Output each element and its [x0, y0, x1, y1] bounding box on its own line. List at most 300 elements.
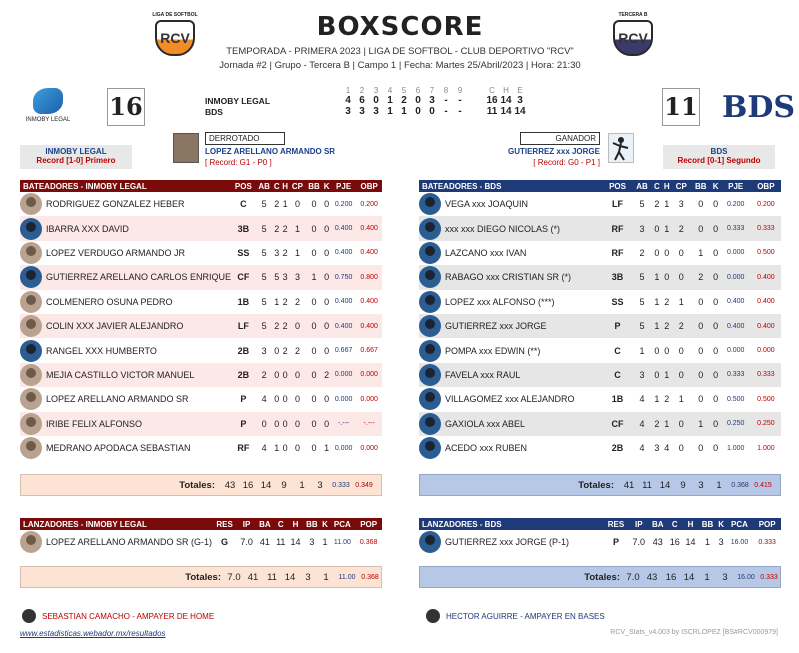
hits-header: H: [503, 86, 509, 95]
inning-runs: -: [458, 106, 462, 117]
player-cp: 3: [678, 199, 684, 210]
player-ab: 0: [256, 412, 273, 436]
player-pje: 0.000: [331, 363, 357, 387]
player-cp: 2: [672, 314, 691, 338]
col-cp: CP: [672, 180, 691, 192]
player-pos: 3B: [603, 265, 632, 289]
player-ab: 3: [261, 345, 267, 356]
pitcher-ba: 41: [259, 537, 270, 548]
player-pos: RF: [603, 216, 632, 240]
home-pitching-title: LANZADORES - INMOBY LEGAL: [20, 518, 212, 530]
home-team-logo: [22, 88, 74, 123]
col-h: H: [288, 518, 303, 530]
player-obp: 0.000: [360, 444, 378, 452]
col-res: RES: [603, 518, 629, 530]
player-obp: 0.400: [751, 265, 781, 289]
player-cp: 0: [289, 314, 305, 338]
umpire-icon: [22, 609, 36, 623]
player-h: 2: [282, 247, 288, 258]
player-photo: [20, 291, 42, 313]
player-name: ACEDO xxx RUBEN: [445, 443, 528, 454]
player-pos: RF: [611, 247, 624, 258]
pitcher-silhouette-icon: [609, 134, 633, 162]
player-bb: 0: [311, 345, 317, 356]
player-obp: 0.400: [356, 216, 382, 240]
player-c: 1: [652, 314, 662, 338]
total-h: 14: [284, 571, 296, 583]
player-c: 5: [273, 265, 281, 289]
player-bb: 0: [306, 363, 323, 387]
total-errors: 3: [517, 95, 523, 106]
inning-header: 9: [457, 86, 463, 95]
player-k: 0: [713, 247, 719, 258]
player-bb: 0: [306, 412, 323, 436]
col-k: K: [718, 519, 725, 529]
player-h: 3: [281, 265, 289, 289]
player-c: 2: [273, 216, 281, 240]
player-ab: 5: [261, 199, 267, 210]
home-score: 16: [107, 88, 145, 126]
player-h: 1: [662, 412, 672, 436]
player-c: 0: [273, 363, 281, 387]
pitcher-k: 3: [718, 537, 724, 548]
inning-header: 6: [415, 86, 421, 95]
player-pje: -.---: [331, 412, 357, 436]
col-k: K: [322, 519, 328, 529]
player-bb: 0: [698, 345, 704, 356]
total-pje: 0.333: [332, 481, 350, 489]
col-bb: BB: [698, 518, 716, 530]
winner-photo: [608, 133, 634, 163]
total-pca: 11.00: [338, 573, 356, 581]
player-bb: 0: [691, 216, 711, 240]
player-pje: 0.400: [331, 314, 357, 338]
player-name: POMPA xxx EDWIN (**): [445, 345, 541, 356]
player-name: MEDRANO APODACA SEBASTIAN: [46, 443, 191, 454]
table-row: [419, 338, 781, 362]
table-row: [20, 363, 382, 387]
player-name: RABAGO xxx CRISTIAN SR (*): [445, 272, 572, 283]
player-photo: [20, 218, 42, 240]
away-team-logo: BDS: [722, 90, 796, 125]
player-bb: 1: [691, 412, 711, 436]
player-cp: 0: [294, 443, 300, 454]
player-photo: [419, 388, 441, 410]
player-name: LOPEZ VERDUGO ARMANDO JR: [46, 247, 186, 258]
base-umpire-name: HECTOR AGUIRRE - AMPAYER EN BASES: [446, 611, 605, 621]
inning-runs: 0: [373, 95, 379, 106]
table-row: [20, 412, 382, 436]
player-pos: 1B: [611, 394, 624, 405]
player-ab: 5: [632, 265, 652, 289]
player-pos: 3B: [231, 216, 256, 240]
away-pitching-section: [419, 518, 781, 588]
player-h: 2: [662, 314, 672, 338]
table-row: [419, 192, 781, 216]
player-name: RANGEL XXX HUMBERTO: [46, 345, 157, 356]
inning-runs: 3: [359, 106, 365, 117]
col-res: RES: [212, 518, 237, 530]
player-k: 0: [324, 345, 330, 356]
player-h: 4: [664, 443, 670, 454]
player-photo: [20, 413, 42, 435]
player-bb: 0: [698, 394, 704, 405]
loser-name: LOPEZ ARELLANO ARMANDO SR: [205, 147, 336, 156]
player-obp: 0.500: [757, 395, 775, 403]
division-logo-label: TERCERA B: [618, 12, 648, 18]
player-photo: [20, 266, 42, 288]
player-c: 3: [654, 443, 660, 454]
player-cp: 0: [294, 199, 300, 210]
player-bb: 1: [698, 247, 704, 258]
player-photo: [419, 340, 441, 362]
col-c: C: [273, 181, 280, 191]
pitcher-res: G: [221, 537, 229, 548]
col-obp: OBP: [751, 180, 781, 192]
player-pje: 0.333: [721, 216, 751, 240]
player-pje: 0.000: [726, 249, 745, 257]
player-k: 0: [713, 296, 719, 307]
col-ba: BA: [649, 518, 667, 530]
runs-header: C: [489, 86, 495, 95]
table-row: [20, 290, 382, 314]
division-shield: RCV: [613, 20, 653, 56]
total-ba: 43: [646, 571, 658, 583]
player-k: 0: [713, 345, 719, 356]
player-pje: 0.400: [721, 314, 751, 338]
player-k: 0: [711, 314, 721, 338]
player-obp: 0.667: [360, 347, 378, 355]
player-k: 1: [324, 443, 330, 454]
inning-header: 5: [401, 86, 407, 95]
base-umpire: [426, 609, 605, 623]
player-pos: CF: [603, 412, 632, 436]
player-c: 0: [273, 412, 281, 436]
player-photo: [20, 193, 42, 215]
total-hits: 14: [500, 106, 512, 117]
player-c: 0: [654, 247, 660, 258]
player-pos: 2B: [237, 345, 250, 356]
player-ab: 2: [256, 363, 273, 387]
player-pos: LF: [231, 314, 256, 338]
player-pje: 0.400: [331, 216, 357, 240]
player-ab: 5: [639, 199, 645, 210]
total-ip: 7.0: [227, 571, 241, 583]
home-logo-text: INMOBY LEGAL: [25, 117, 71, 123]
player-name: IRIBE FELIX ALFONSO: [46, 418, 143, 429]
player-cp: 0: [672, 363, 691, 387]
player-c: 0: [654, 345, 660, 356]
player-ab: 4: [261, 443, 267, 454]
player-c: 0: [274, 345, 280, 356]
pitcher-pop: 0.333: [758, 538, 776, 546]
inning-runs: -: [458, 95, 462, 106]
home-pitching-section: [20, 518, 382, 588]
player-bb: 1: [306, 265, 323, 289]
col-c: C: [274, 518, 288, 530]
player-k: 0: [322, 314, 330, 338]
inning-runs: 0: [415, 106, 421, 117]
player-ab: 4: [632, 412, 652, 436]
total-cp: 9: [680, 479, 686, 491]
player-pje: 0.400: [334, 249, 353, 257]
player-k: 0: [713, 443, 719, 454]
results-link[interactable]: www.estadisticas.webador.mx/resultados: [20, 629, 166, 638]
player-h: 2: [664, 394, 670, 405]
total-k: 1: [716, 479, 722, 491]
player-photo: [20, 437, 42, 459]
page-title: BOXSCORE: [316, 12, 484, 42]
table-row: [419, 216, 781, 240]
errors-header: E: [517, 86, 523, 95]
away-batting-title: BATEADORES - BDS: [419, 180, 603, 192]
pitcher-c: 11: [276, 537, 286, 548]
table-row: [419, 265, 781, 289]
player-ab: 5: [261, 296, 267, 307]
col-h: H: [282, 181, 289, 191]
col-pje: PJE: [331, 180, 357, 192]
col-pca: PCA: [329, 518, 355, 530]
player-k: 0: [711, 265, 721, 289]
col-bb: BB: [306, 180, 323, 192]
player-pje: 0.400: [726, 298, 745, 306]
player-pje: 0.400: [334, 298, 353, 306]
total-k: 3: [317, 479, 323, 491]
player-cp: 0: [294, 394, 300, 405]
player-c: 0: [652, 216, 662, 240]
player-pos: P: [231, 412, 256, 436]
player-cp: 3: [289, 265, 305, 289]
pitcher-pca: 11.00: [333, 538, 351, 546]
player-c: 1: [654, 394, 660, 405]
player-cp: 0: [678, 345, 684, 356]
player-photo: [419, 291, 441, 313]
pitcher-ip: 7.0: [632, 537, 646, 548]
player-obp: 1.000: [757, 444, 775, 452]
inning-runs: 4: [345, 95, 351, 106]
player-h: 1: [664, 199, 670, 210]
col-ab: AB: [632, 180, 652, 192]
inning-header: 3: [373, 86, 379, 95]
league-logo-label: LIGA DE SOFTBOL: [152, 12, 198, 18]
inning-runs: 3: [373, 106, 379, 117]
table-row: [419, 314, 781, 338]
home-batting-totals: [20, 474, 382, 496]
total-bb: 3: [305, 571, 311, 583]
player-ab: 5: [256, 314, 273, 338]
home-batting-section: [20, 180, 382, 496]
player-obp: 0.500: [757, 249, 775, 257]
player-photo: [419, 437, 441, 459]
player-bb: 0: [311, 394, 317, 405]
player-name: MEJIA CASTILLO VICTOR MANUEL: [46, 369, 195, 380]
total-runs: 11: [486, 106, 498, 117]
player-c: 2: [273, 314, 281, 338]
league-shield: RCV: [155, 20, 195, 56]
away-team-record: Record [0-1] Segundo: [677, 156, 761, 165]
player-c: 0: [274, 394, 280, 405]
inning-header: 4: [387, 86, 393, 95]
away-pitching-totals: [419, 566, 781, 588]
col-ab: AB: [256, 180, 273, 192]
inning-runs: -: [444, 106, 448, 117]
player-cp: 1: [678, 296, 684, 307]
player-pos: RF: [237, 443, 250, 454]
player-obp: 0.000: [356, 363, 382, 387]
player-obp: 0.400: [360, 298, 378, 306]
away-team-card: [663, 145, 775, 169]
umpire-icon: [426, 609, 440, 623]
player-k: 0: [711, 363, 721, 387]
pitcher-h: 14: [290, 537, 301, 548]
table-row: [20, 436, 382, 460]
player-name: IBARRA XXX DAVID: [46, 223, 129, 234]
pitcher-bb: 1: [704, 537, 710, 548]
player-pos: P: [603, 314, 632, 338]
player-k: 0: [322, 412, 330, 436]
player-k: 0: [322, 216, 330, 240]
away-batting-totals: [419, 474, 781, 496]
table-row: [419, 290, 781, 314]
player-h: 2: [664, 296, 670, 307]
inning-header: 7: [429, 86, 435, 95]
player-c: 1: [652, 265, 662, 289]
player-pos: 2B: [231, 363, 256, 387]
player-pos: P: [240, 394, 247, 405]
player-bb: 0: [311, 443, 317, 454]
winning-pitcher-box: [440, 132, 600, 167]
player-pos: C: [614, 345, 621, 356]
totals-label: Totales:: [179, 479, 215, 491]
player-pje: 0.500: [726, 395, 745, 403]
total-h: 14: [683, 571, 695, 583]
player-obp: 0.200: [360, 200, 378, 208]
pitcher-ip: 7.0: [240, 537, 253, 548]
col-pop: POP: [355, 518, 382, 530]
player-cp: 1: [294, 247, 300, 258]
player-photo: [419, 531, 441, 553]
player-bb: 0: [311, 199, 317, 210]
player-pje: 0.200: [726, 200, 745, 208]
total-runs: 16: [486, 95, 498, 106]
player-obp: -.---: [356, 412, 382, 436]
player-photo: [419, 266, 441, 288]
total-errors: 14: [514, 106, 526, 117]
player-ab: 2: [639, 247, 645, 258]
player-name: GUTIERREZ xxx JORGE: [445, 321, 547, 332]
col-pop: POP: [753, 518, 781, 530]
table-row: [20, 338, 382, 362]
inning-runs: 2: [401, 95, 407, 106]
pitcher-bb: 3: [309, 537, 315, 548]
player-h: 0: [662, 265, 672, 289]
winner-name: GUTIERREZ xxx JORGE: [507, 147, 600, 156]
player-name: RODRIGUEZ GONZALEZ HEBER: [46, 199, 185, 210]
pitcher-k: 1: [322, 537, 328, 548]
inning-runs: 0: [429, 106, 435, 117]
pitcher-h: 14: [685, 537, 696, 548]
player-k: 0: [711, 412, 721, 436]
player-name: GUTIERREZ ARELLANO CARLOS ENRIQUE: [46, 272, 232, 283]
total-c: 16: [665, 571, 677, 583]
player-ab: 4: [639, 443, 645, 454]
table-row: [419, 241, 781, 265]
total-bb: 1: [704, 571, 710, 583]
player-bb: 0: [698, 199, 704, 210]
player-obp: 0.333: [751, 216, 781, 240]
player-ab: 5: [639, 296, 645, 307]
inmoby-logo-icon: [33, 88, 63, 114]
player-photo: [20, 388, 42, 410]
linescore-team: INMOBY LEGAL: [205, 95, 271, 106]
pitcher-res: P: [612, 537, 619, 548]
player-k: 0: [322, 265, 330, 289]
player-h: 0: [664, 345, 670, 356]
col-cp: CP: [289, 180, 305, 192]
table-row: [20, 387, 382, 411]
player-h: 0: [664, 247, 670, 258]
player-photo: [20, 531, 42, 553]
player-name: GAXIOLA xxx ABEL: [445, 418, 526, 429]
table-row: [419, 412, 781, 436]
player-photo: [419, 242, 441, 264]
player-photo: [419, 364, 441, 386]
player-obp: 0.000: [757, 347, 775, 355]
player-photo: [419, 218, 441, 240]
player-cp: 0: [678, 247, 684, 258]
player-name: xxx xxx DIEGO NICOLAS (*): [445, 223, 561, 234]
player-bb: 0: [691, 314, 711, 338]
totals-label: Totales:: [185, 571, 221, 583]
col-ip: IP: [237, 518, 256, 530]
away-team-name: BDS: [710, 147, 728, 156]
table-row: [419, 363, 781, 387]
player-photo: [20, 315, 42, 337]
player-name: COLIN XXX JAVIER ALEJANDRO: [46, 321, 184, 332]
away-batting-section: [419, 180, 781, 496]
player-bb: 0: [306, 216, 323, 240]
away-score: 11: [662, 88, 700, 126]
player-photo: [419, 413, 441, 435]
player-pje: 0.000: [726, 347, 745, 355]
col-ip: IP: [629, 518, 649, 530]
player-pos: CF: [231, 265, 256, 289]
linescore-row-away: [205, 106, 527, 117]
player-ab: 5: [632, 314, 652, 338]
player-name: LAZCANO xxx IVAN: [445, 247, 527, 258]
player-cp: 2: [294, 296, 300, 307]
player-h: 0: [281, 363, 289, 387]
inning-runs: 1: [387, 106, 393, 117]
player-pje: 0.750: [331, 265, 357, 289]
col-h: H: [683, 518, 699, 530]
player-cp: 2: [672, 216, 691, 240]
col-k: K: [323, 181, 330, 191]
player-cp: 2: [294, 345, 300, 356]
player-k: 0: [324, 199, 330, 210]
table-row: [20, 192, 382, 216]
linescore: [205, 86, 527, 117]
col-bb: BB: [691, 180, 711, 192]
player-ab: 4: [261, 394, 267, 405]
home-pitching-table: [20, 518, 382, 554]
player-c: 2: [652, 412, 662, 436]
total-pop: 0.368: [361, 573, 379, 581]
home-team-record: Record [1-0] Primero: [36, 156, 116, 165]
player-name: FAVELA xxx RAUL: [445, 369, 521, 380]
col-c: C: [667, 518, 683, 530]
col-bb: BB: [303, 518, 321, 530]
